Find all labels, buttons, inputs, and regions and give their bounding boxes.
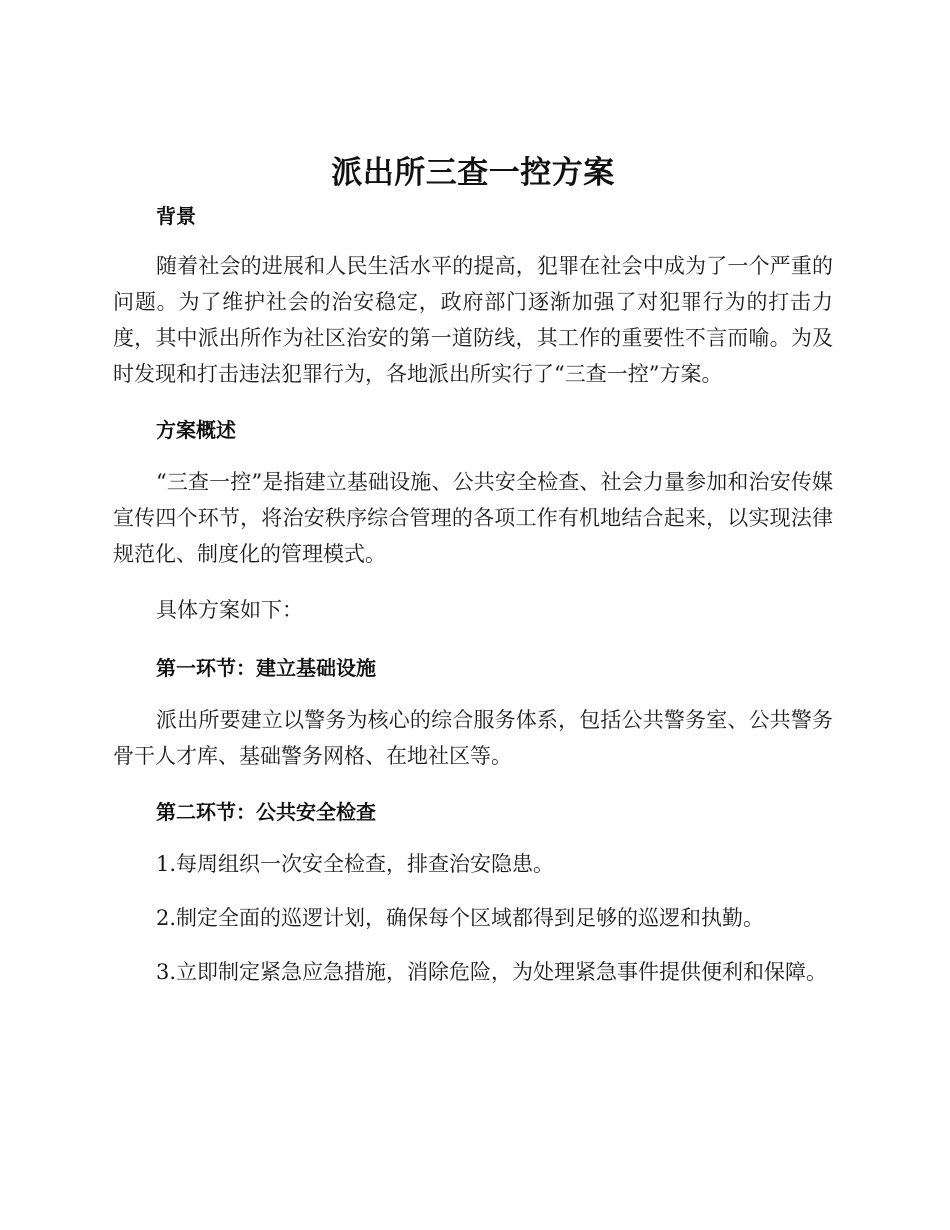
list-item-patrol-plan: 2.制定全面的巡逻计划，确保每个区域都得到足够的巡逻和执勤。 [156, 906, 765, 930]
section-heading-step-two: 第二环节：公共安全检查 [156, 800, 376, 824]
section-heading-step-one: 第一环节：建立基础设施 [156, 656, 376, 680]
section-heading-background: 背景 [156, 204, 196, 228]
document-body [113, 150, 833, 990]
paragraph-background: 随着社会的进展和人民生活水平的提高，犯罪在社会中成为了一个严重的问题。为了维护社会的治安稳定，政府部门逐渐加强了对犯罪行为的打击力度，其中派出所作为社区治安的第一道防线，其工作的重要性不言而喻。为及时发现和打击违法犯罪行为，各地派出所实行了“三查一控”方案。 [113, 254, 833, 386]
document-title: 派出所三查一控方案 [331, 155, 615, 191]
paragraph-step-one: 派出所要建立以警务为核心的综合服务体系，包括公共警务室、公共警务骨干人才库、基础警务网格、在地社区等。 [113, 708, 833, 768]
section-heading-overview: 方案概述 [156, 418, 236, 442]
paragraph-overview: “三查一控”是指建立基础设施、公共安全检查、社会力量参加和治安传媒宣传四个环节，将治安秩序综合管理的各项工作有机地结合起来，以实现法律规范化、制度化的管理模式。 [113, 470, 833, 566]
paragraph-plan-intro: 具体方案如下： [156, 598, 303, 622]
list-item-emergency-measures: 3.立即制定紧急应急措施，消除危险，为处理紧急事件提供便利和保障。 [156, 960, 828, 984]
list-item-weekly-check: 1.每周组织一次安全检查，排查治安隐患。 [156, 852, 555, 876]
